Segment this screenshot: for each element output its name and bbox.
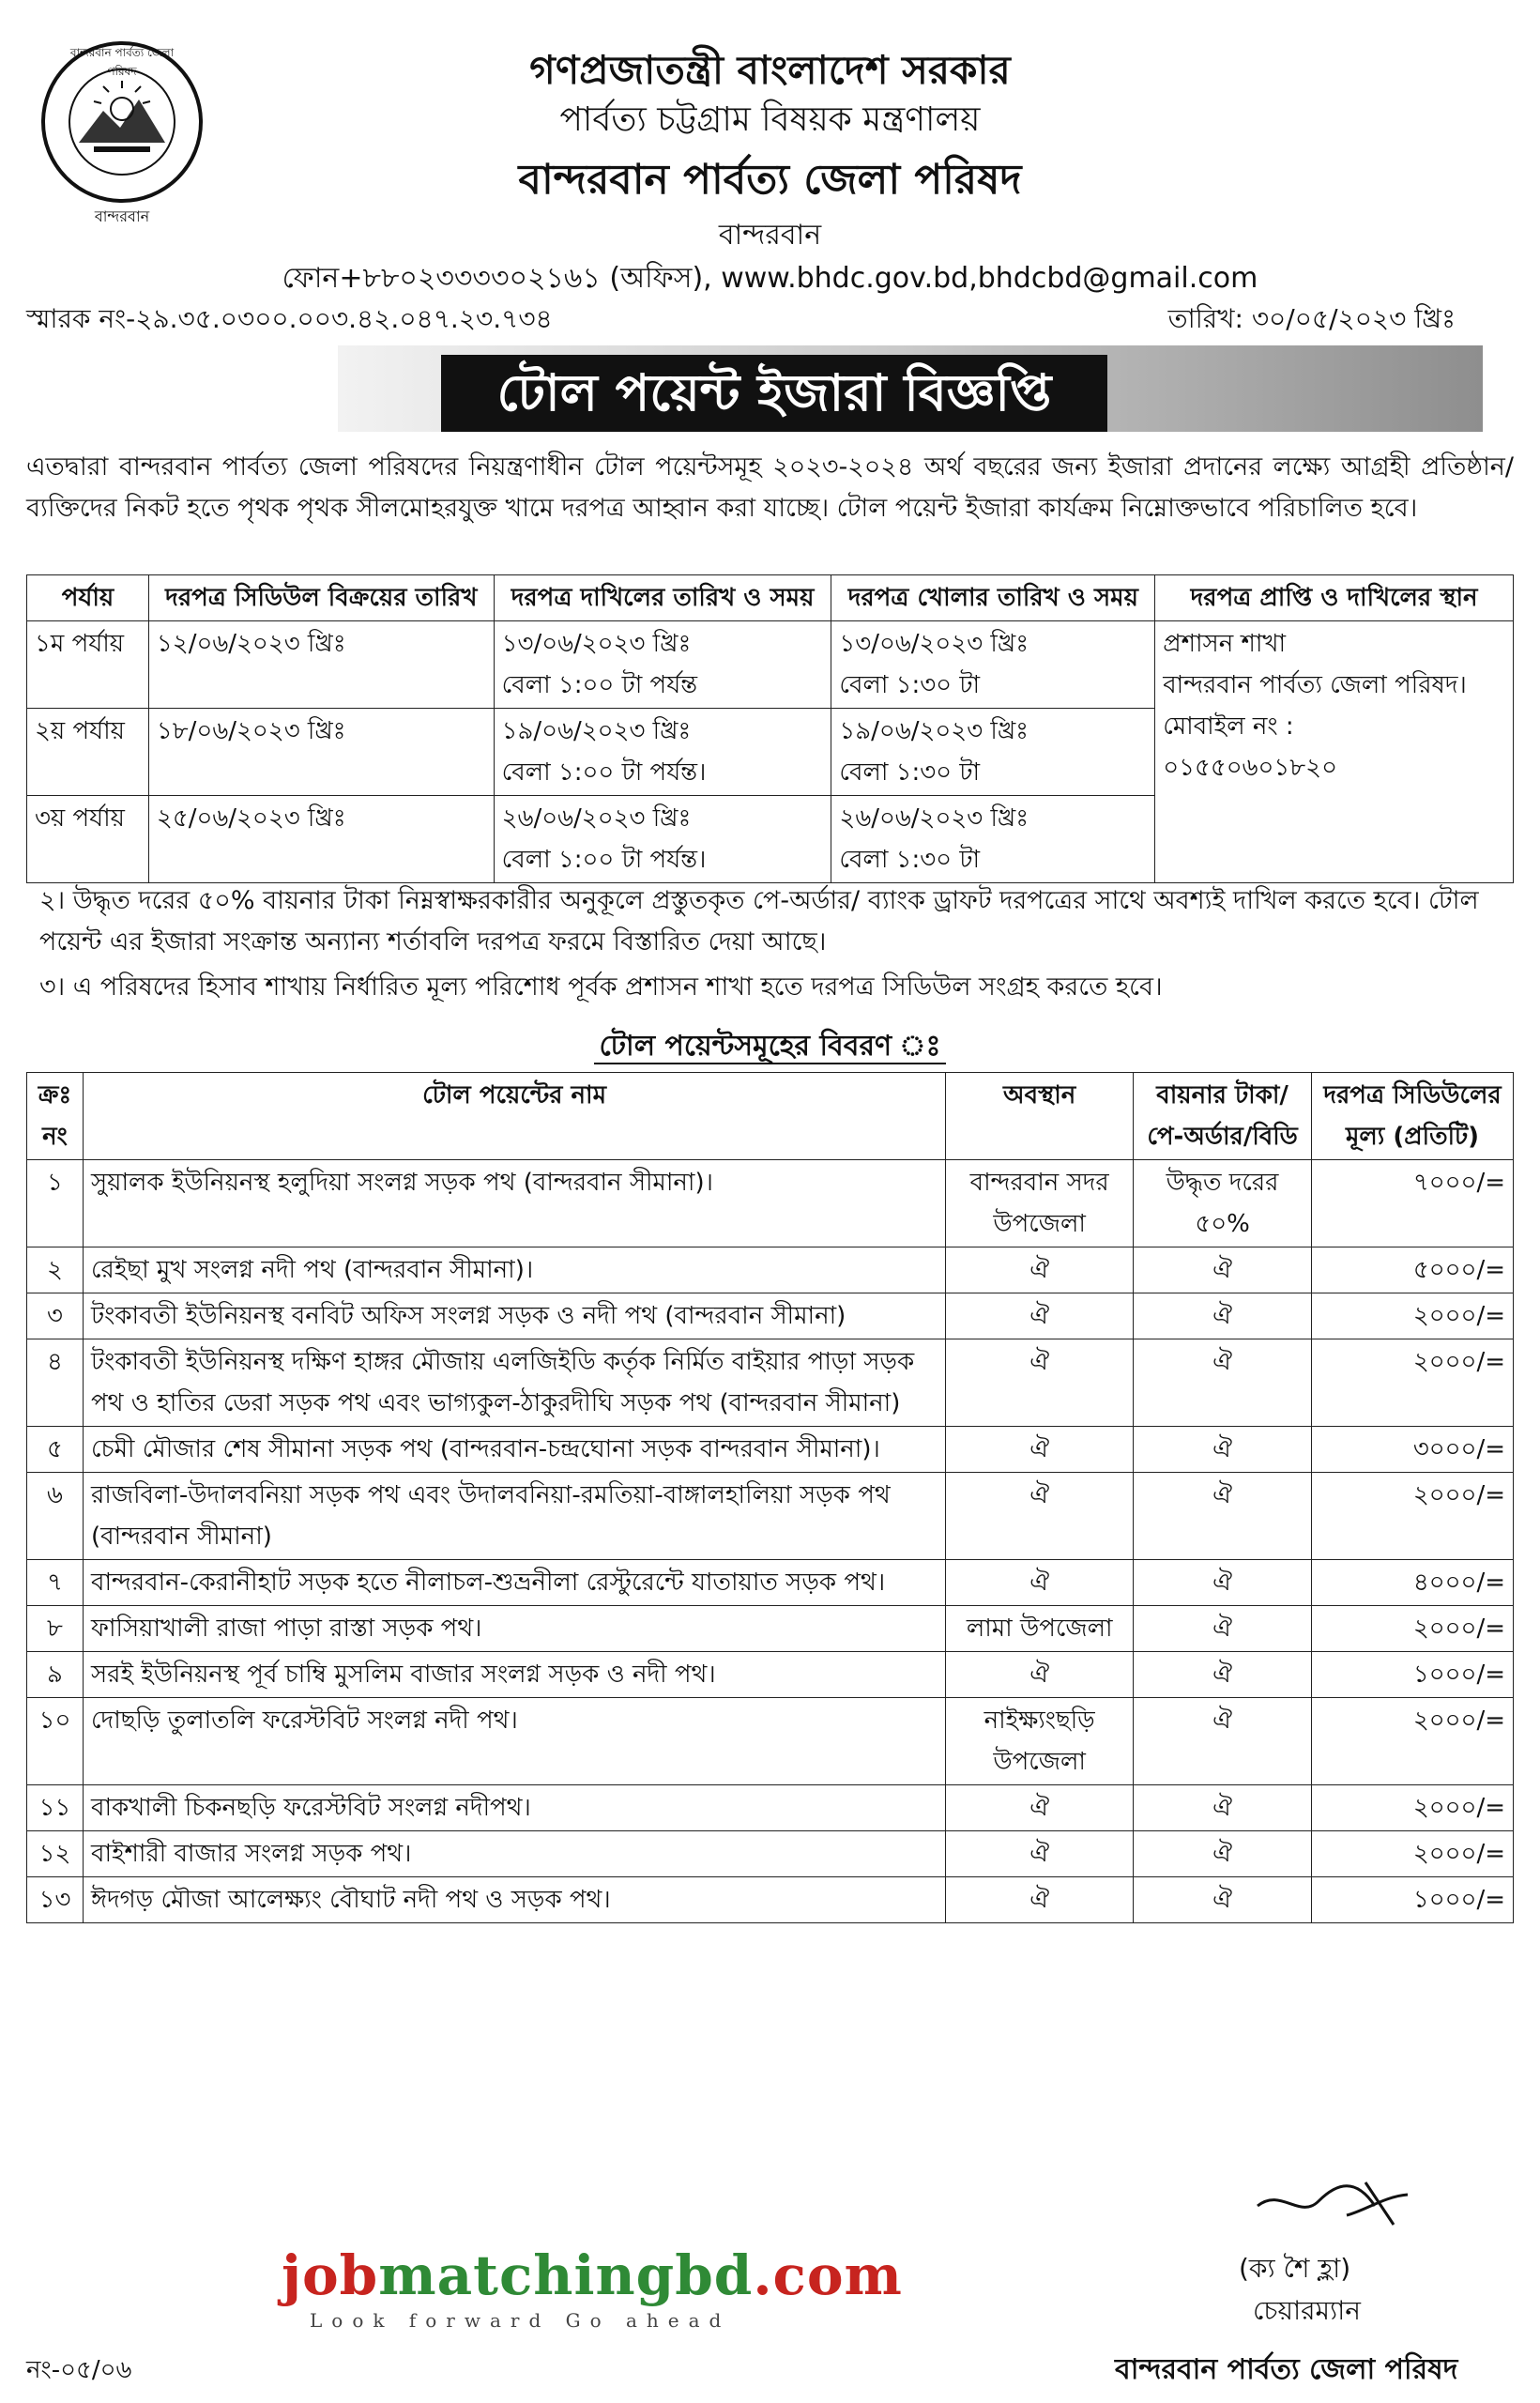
toll-no-cell: ১২	[27, 1831, 84, 1877]
contact-line: ফোন+৮৮০২৩৩৩৩০২১৬১ (অফিস), www.bhdc.gov.bd,bhdcbd@gmail.com	[282, 262, 1258, 295]
open-cell	[831, 709, 1155, 796]
toll-price-cell: ২০০০/=	[1312, 1831, 1514, 1877]
ministry-heading: পার্বত্য চট্টগ্রাম বিষয়ক মন্ত্রণালয়	[559, 100, 981, 139]
seal-bottom-text: বান্দরবান	[94, 207, 150, 225]
toll-price-cell: ৫০০০/=	[1312, 1247, 1514, 1293]
note-2: ২। উদ্ধৃত দরের ৫০% বায়নার টাকা নিম্নস্বাক্ষরকারীর অনুকূলে প্রস্তুতকৃত পে-অর্ডার/ ব্যাংক ড্রাফট দরপত্রের সাথে অবশ্যই দাখিল করতে হবে। টোল পয়েন্ট এর ইজারা সংক্রান্ত অন্যান্য শর্তাবলি দরপত্র ফরমে বিস্তারিত দেয়া আছে।	[39, 886, 1479, 957]
submit-time: বেলা ১:০০ টা পর্যন্ত।	[501, 758, 707, 787]
toll-header: টোল পয়েন্টের নাম	[83, 1073, 945, 1160]
toll-row	[27, 1606, 1514, 1652]
toll-name-cell: ঈদগড় মৌজা আলেক্ষ্যং বৌঘাট নদী পথ ও সড়ক পথ।	[83, 1877, 945, 1923]
place-line: মোবাইল নং :	[1163, 712, 1294, 741]
toll-no-cell: ৮	[27, 1606, 84, 1652]
submit-date: ১৯/০৬/২০২৩ খ্রিঃ	[501, 717, 692, 745]
toll-location-cell: ঐ	[946, 1877, 1134, 1923]
signatory-designation: চেয়ারম্যান	[1253, 2295, 1361, 2326]
toll-name-cell: ফাসিয়াখালী রাজা পাড়া রাস্তা সড়ক পথ।	[83, 1606, 945, 1652]
schedule-row	[27, 621, 1514, 709]
toll-deposit-cell: ঐ	[1134, 1560, 1312, 1606]
toll-location-cell: ঐ	[946, 1785, 1134, 1831]
toll-price-cell: ২০০০/=	[1312, 1785, 1514, 1831]
toll-name-cell: দোছড়ি তুলাতলি ফরেস্টবিট সংলগ্ন নদী পথ।	[83, 1698, 945, 1785]
toll-location-cell: লামা উপজেলা	[946, 1606, 1134, 1652]
schedule-header: দরপত্র খোলার তারিখ ও সময়	[831, 575, 1155, 621]
toll-deposit-cell: ঐ	[1134, 1785, 1312, 1831]
toll-location-cell: বান্দরবান সদর উপজেলা	[946, 1160, 1134, 1247]
toll-no-cell: ৬	[27, 1473, 84, 1560]
toll-no-cell: ৯	[27, 1652, 84, 1698]
toll-price-cell: ৪০০০/=	[1312, 1560, 1514, 1606]
sale-date-cell: ২৫/০৬/২০২৩ খ্রিঃ	[148, 796, 494, 883]
place-line: প্রশাসন শাখা	[1163, 630, 1287, 658]
phase-cell: ১ম পর্যায়	[27, 621, 149, 709]
toll-header: বায়নার টাকা/ পে-অর্ডার/বিডি	[1134, 1073, 1312, 1160]
toll-deposit-cell: ঐ	[1134, 1473, 1312, 1560]
toll-name-cell: সুয়ালক ইউনিয়নস্থ হলুদিয়া সংলগ্ন সড়ক পথ (বান্দরবান সীমানা)।	[83, 1160, 945, 1247]
toll-row	[27, 1877, 1514, 1923]
toll-name-cell: বাকখালী চিকনছড়ি ফরেস্টবিট সংলগ্ন নদীপথ।	[83, 1785, 945, 1831]
toll-no-cell: ১	[27, 1160, 84, 1247]
submit-cell	[494, 621, 831, 709]
toll-name-cell: চেমী মৌজার শেষ সীমানা সড়ক পথ (বান্দরবান-চন্দ্রঘোনা সড়ক বান্দরবান সীমানা)।	[83, 1427, 945, 1473]
toll-row	[27, 1339, 1514, 1427]
schedule-header: দরপত্র প্রাপ্তি ও দাখিলের স্থান	[1155, 575, 1514, 621]
open-date: ২৬/০৬/২০২৩ খ্রিঃ	[839, 804, 1029, 833]
open-time: বেলা ১:৩০ টা	[839, 846, 981, 874]
toll-name-cell: সরই ইউনিয়নস্থ পূর্ব চাম্বি মুসলিম বাজার সংলগ্ন সড়ক ও নদী পথ।	[83, 1652, 945, 1698]
toll-location-cell: ঐ	[946, 1473, 1134, 1560]
toll-price-cell: ১০০০/=	[1312, 1652, 1514, 1698]
toll-header: দরপত্র সিডিউলের মূল্য (প্রতিটি)	[1312, 1073, 1514, 1160]
phase-cell: ২য় পর্যায়	[27, 709, 149, 796]
toll-points-table	[26, 1072, 1514, 1923]
toll-location-cell: ঐ	[946, 1293, 1134, 1339]
submit-date: ২৬/০৬/২০২৩ খ্রিঃ	[501, 804, 692, 833]
place-line: বান্দরবান পার্বত্য জেলা পরিষদ।	[1163, 671, 1467, 699]
toll-name-cell: বাইশারী বাজার সংলগ্ন সড়ক পথ।	[83, 1831, 945, 1877]
toll-deposit-cell: ঐ	[1134, 1877, 1312, 1923]
toll-name-cell: রেইছা মুখ সংলগ্ন নদী পথ (বান্দরবান সীমানা)।	[83, 1247, 945, 1293]
open-time: বেলা ১:৩০ টা	[839, 758, 981, 787]
open-time: বেলা ১:৩০ টা	[839, 671, 981, 699]
toll-row	[27, 1831, 1514, 1877]
toll-section-title	[0, 1023, 1540, 1071]
open-cell	[831, 796, 1155, 883]
toll-location-cell: ঐ	[946, 1339, 1134, 1427]
schedule-header: দরপত্র দাখিলের তারিখ ও সময়	[494, 575, 831, 621]
toll-price-cell: ১০০০/=	[1312, 1877, 1514, 1923]
signatory-office: বান্দরবান পার্বত্য জেলা পরিষদ	[1115, 2353, 1458, 2386]
toll-price-cell: ২০০০/=	[1312, 1293, 1514, 1339]
toll-location-cell: ঐ	[946, 1652, 1134, 1698]
toll-deposit-cell: ঐ	[1134, 1427, 1312, 1473]
toll-deposit-cell: ঐ	[1134, 1293, 1312, 1339]
toll-header: অবস্থান	[946, 1073, 1134, 1160]
toll-row	[27, 1427, 1514, 1473]
phase-cell: ৩য় পর্যায়	[27, 796, 149, 883]
toll-row	[27, 1652, 1514, 1698]
toll-name-cell: টংকাবতী ইউনিয়নস্থ দক্ষিণ হাঙ্গর মৌজায় এলজিইডি কর্তৃক নির্মিত বাইয়ার পাড়া সড়ক পথ ও হাতির ডেরা সড়ক পথ এবং ভাগ্যকুল-ঠাকুরদীঘি সড়ক পথ (বান্দরবান সীমানা)	[83, 1339, 945, 1427]
toll-name-cell: রাজবিলা-উদালবনিয়া সড়ক পথ এবং উদালবনিয়া-রমতিয়া-বাঙ্গালহালিয়া সড়ক পথ (বান্দরবান সীমানা)	[83, 1473, 945, 1560]
toll-price-cell: ২০০০/=	[1312, 1606, 1514, 1652]
toll-no-cell: ১১	[27, 1785, 84, 1831]
toll-row	[27, 1473, 1514, 1560]
council-heading: বান্দরবান পার্বত্য জেলা পরিষদ	[518, 156, 1022, 204]
toll-row	[27, 1293, 1514, 1339]
schedule-table	[26, 574, 1514, 883]
toll-deposit-cell: ঐ	[1134, 1247, 1312, 1293]
signature-scribble	[1253, 2168, 1412, 2234]
intro-paragraph: এতদ্বারা বান্দরবান পার্বত্য জেলা পরিষদের নিয়ন্ত্রণাধীন টোল পয়েন্টসমূহ ২০২৩-২০২৪ অর্থ বছরের জন্য ইজারা প্রদানের লক্ষ্যে আগ্রহী প্রতিষ্ঠান/ ব্যক্তিদের নিকট হতে পৃথক পৃথক সীলমোহরযুক্ত খামে দরপত্র আহ্বান করা যাচ্ছে। টোল পয়েন্ট ইজারা কার্যক্রম নিম্নোক্তভাবে পরিচালিত হবে।	[26, 452, 1514, 523]
notice-title: টোল পয়েন্ট ইজারা বিজ্ঞপ্তি	[441, 355, 1107, 432]
toll-no-cell: ৩	[27, 1293, 84, 1339]
schedule-header-row	[27, 575, 1514, 621]
toll-price-cell: ২০০০/=	[1312, 1473, 1514, 1560]
toll-name-cell: টংকাবতী ইউনিয়নস্থ বনবিট অফিস সংলগ্ন সড়ক ও নদী পথ (বান্দরবান সীমানা)	[83, 1293, 945, 1339]
toll-price-cell: ৭০০০/=	[1312, 1160, 1514, 1247]
watermark-part-3: .com	[753, 2243, 903, 2307]
toll-price-cell: ২০০০/=	[1312, 1698, 1514, 1785]
submit-cell	[494, 796, 831, 883]
open-date: ১৩/০৬/২০২৩ খ্রিঃ	[839, 630, 1029, 658]
toll-name-cell: বান্দরবান-কেরানীহাট সড়ক হতে নীলাচল-শুভ্রনীলা রেস্টুরেন্টে যাতায়াত সড়ক পথ।	[83, 1560, 945, 1606]
toll-price-cell: ৩০০০/=	[1312, 1427, 1514, 1473]
toll-section-title-text: টোল পয়েন্টসমূহের বিবরণ ঃ	[594, 1030, 947, 1064]
submit-cell	[494, 709, 831, 796]
toll-row	[27, 1785, 1514, 1831]
seal-outer-text: বান্দরবান পার্বত্য জেলা পরিষদ	[69, 46, 175, 78]
toll-header: ক্রঃ নং	[27, 1073, 84, 1160]
toll-deposit-cell: ঐ	[1134, 1652, 1312, 1698]
toll-no-cell: ১০	[27, 1698, 84, 1785]
toll-price-cell: ২০০০/=	[1312, 1339, 1514, 1427]
open-date: ১৯/০৬/২০২৩ খ্রিঃ	[839, 717, 1029, 745]
memo-number: স্মারক নং-২৯.৩৫.০৩০০.০০৩.৪২.০৪৭.২৩.৭৩৪	[26, 303, 553, 334]
submit-time: বেলা ১:০০ টা পর্যন্ত	[501, 671, 698, 699]
toll-row	[27, 1560, 1514, 1606]
toll-location-cell: ঐ	[946, 1831, 1134, 1877]
watermark-part-1: job	[282, 2243, 379, 2307]
sale-date-cell: ১২/০৬/২০২৩ খ্রিঃ	[148, 621, 494, 709]
watermark-tagline: Look forward Go ahead	[310, 2309, 731, 2332]
watermark-logo	[282, 2243, 903, 2307]
toll-table-body	[27, 1160, 1514, 1923]
submit-time: বেলা ১:০০ টা পর্যন্ত।	[501, 846, 707, 874]
toll-no-cell: ৫	[27, 1427, 84, 1473]
toll-no-cell: ৪	[27, 1339, 84, 1427]
govt-heading: গণপ্রজাতন্ত্রী বাংলাদেশ সরকার	[529, 47, 1011, 93]
toll-header-row	[27, 1073, 1514, 1160]
toll-no-cell: ৭	[27, 1560, 84, 1606]
schedule-header: পর্যায়	[27, 575, 149, 621]
toll-deposit-cell: ঐ	[1134, 1698, 1312, 1785]
toll-location-cell: ঐ	[946, 1427, 1134, 1473]
toll-location-cell: নাইক্ষ্যংছড়ি উপজেলা	[946, 1698, 1134, 1785]
toll-deposit-cell: ঐ	[1134, 1606, 1312, 1652]
sale-date-cell: ১৮/০৬/২০২৩ খ্রিঃ	[148, 709, 494, 796]
toll-no-cell: ২	[27, 1247, 84, 1293]
place-cell	[1155, 621, 1514, 883]
watermark-part-2: matchingbd	[378, 2243, 754, 2307]
toll-location-cell: ঐ	[946, 1247, 1134, 1293]
memo-date: তারিখ: ৩০/০৫/২০২৩ খ্রিঃ	[1167, 303, 1456, 334]
toll-row	[27, 1247, 1514, 1293]
toll-deposit-cell: উদ্ধৃত দরের ৫০%	[1134, 1160, 1312, 1247]
place-line: ০১৫৫০৬০১৮২০	[1163, 754, 1337, 782]
submit-date: ১৩/০৬/২০২৩ খ্রিঃ	[501, 630, 692, 658]
note-3: ৩। এ পরিষদের হিসাব শাখায় নির্ধারিত মূল্য পরিশোধ পূর্বক প্রশাসন শাখা হতে দরপত্র সিডিউল সংগ্রহ করতে হবে।	[39, 972, 1163, 1002]
footer-number: নং-০৫/০৬	[26, 2356, 132, 2384]
toll-deposit-cell: ঐ	[1134, 1339, 1312, 1427]
toll-row	[27, 1698, 1514, 1785]
open-cell	[831, 621, 1155, 709]
schedule-header: দরপত্র সিডিউল বিক্রয়ের তারিখ	[148, 575, 494, 621]
toll-row	[27, 1160, 1514, 1247]
toll-location-cell: ঐ	[946, 1560, 1134, 1606]
signatory-name: (ক্য শৈ হ্লা)	[1239, 2253, 1351, 2284]
toll-deposit-cell: ঐ	[1134, 1831, 1312, 1877]
place-heading: বান্দরবান	[718, 219, 822, 252]
toll-no-cell: ১৩	[27, 1877, 84, 1923]
